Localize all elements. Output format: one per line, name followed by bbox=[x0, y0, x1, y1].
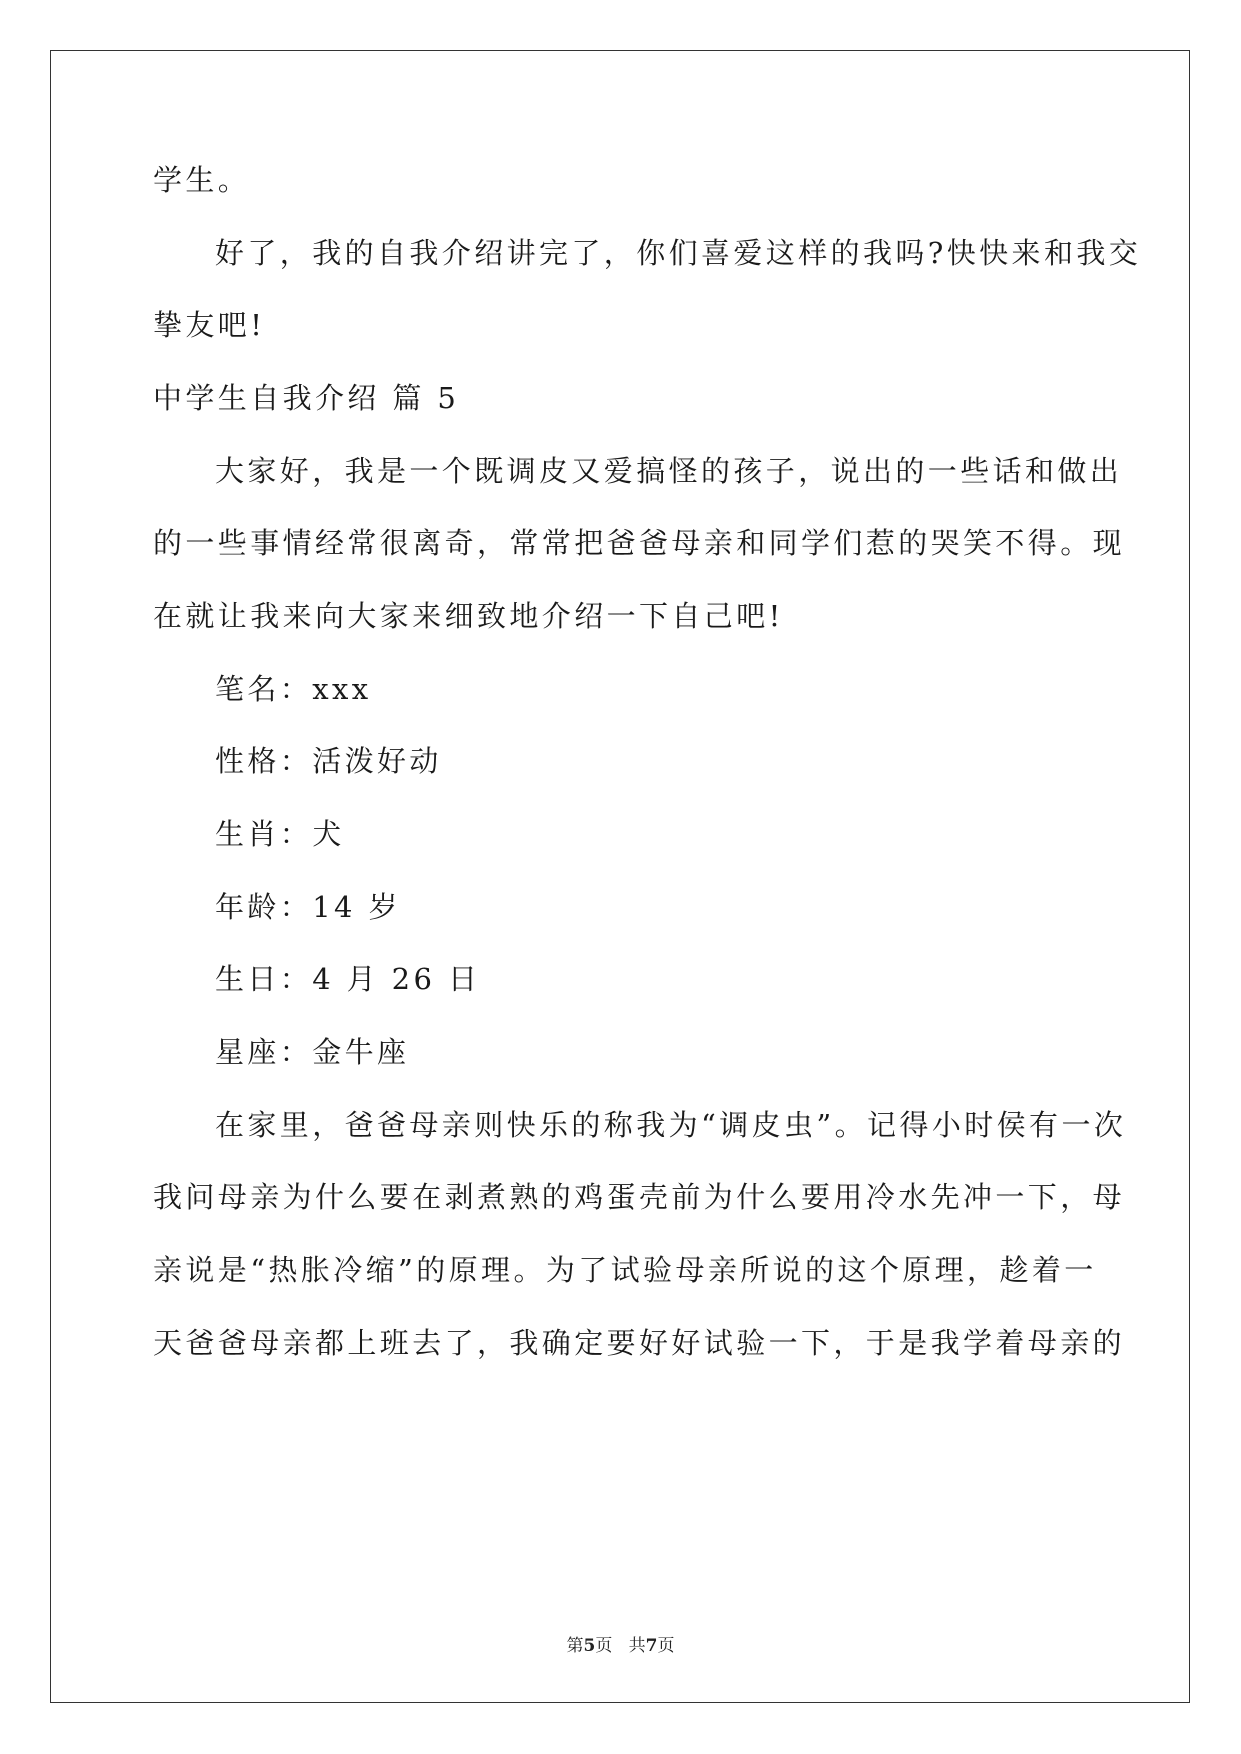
paragraph-start: 好了，我的自我介绍讲完了，你们喜爱这样的我吗?快快来和我交 bbox=[215, 236, 1142, 270]
section-heading: 中学生自我介绍 篇 5 bbox=[153, 381, 460, 415]
page-frame bbox=[50, 50, 1190, 1703]
info-personality: 性格：活泼好动 bbox=[215, 744, 442, 778]
page-prefix: 第 bbox=[566, 1636, 584, 1656]
info-birthday: 生日：4 月 26 日 bbox=[215, 962, 481, 996]
text-line: 亲说是“热胀冷缩”的原理。为了试验母亲所说的这个原理，趁着一 bbox=[153, 1253, 1097, 1287]
info-star-sign: 星座：金牛座 bbox=[215, 1035, 410, 1069]
paragraph-start: 在家里，爸爸母亲则快乐的称我为“调皮虫”。记得小时侯有一次 bbox=[215, 1108, 1127, 1142]
page-suffix: 页 bbox=[595, 1636, 613, 1656]
total-suffix: 页 bbox=[657, 1636, 675, 1656]
page-footer bbox=[0, 1631, 1241, 1656]
text-line: 挚友吧! bbox=[153, 308, 266, 342]
text-line: 我问母亲为什么要在剥煮熟的鸡蛋壳前为什么要用冷水先冲一下，母 bbox=[153, 1180, 1126, 1214]
total-prefix: 共 bbox=[628, 1636, 646, 1656]
text-line: 学生。 bbox=[153, 163, 251, 197]
page-total: 7 bbox=[645, 1636, 658, 1656]
paragraph-start: 大家好，我是一个既调皮又爱搞怪的孩子，说出的一些话和做出 bbox=[215, 454, 1123, 488]
page-current: 5 bbox=[583, 1636, 596, 1656]
text-line: 在就让我来向大家来细致地介绍一下自己吧! bbox=[153, 599, 784, 633]
info-pen-name: 笔名：xxx bbox=[215, 672, 372, 706]
text-line: 天爸爸母亲都上班去了，我确定要好好试验一下，于是我学着母亲的 bbox=[153, 1326, 1126, 1360]
info-age: 年龄：14 岁 bbox=[215, 890, 401, 924]
text-line: 的一些事情经常很离奇，常常把爸爸母亲和同学们惹的哭笑不得。现 bbox=[153, 526, 1126, 560]
info-zodiac-animal: 生肖：犬 bbox=[215, 817, 345, 851]
